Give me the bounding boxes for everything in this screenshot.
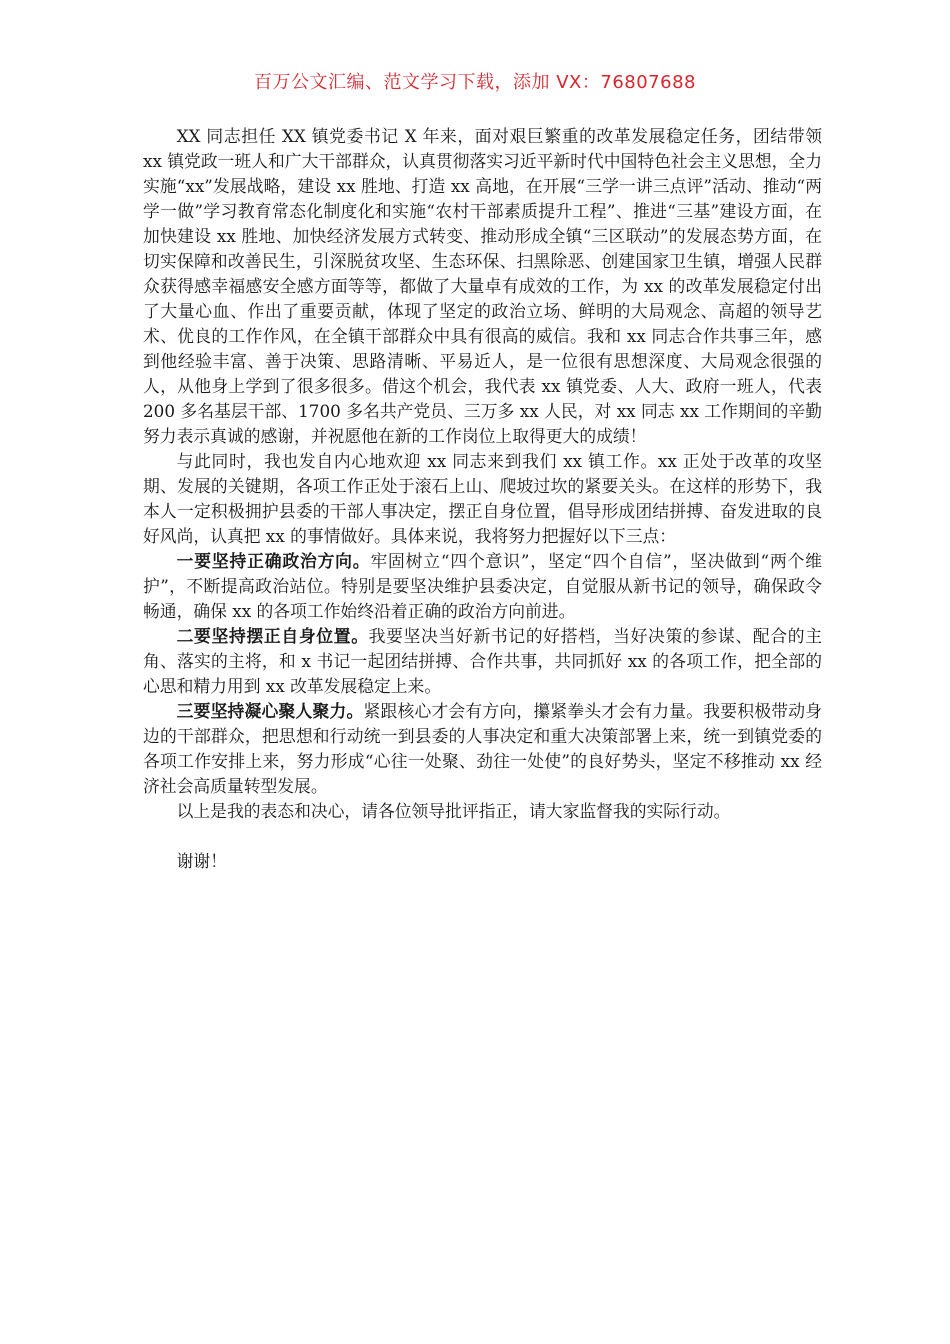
- paragraph-intro-praise: XX 同志担任 XX 镇党委书记 X 年来，面对艰巨繁重的改革发展稳定任务，团结带领 xx 镇党政一班人和广大干部群众，认真贯彻落实习近平新时代中国特色社会主义思想，全力实施“xx”发展战略，建设 xx 胜地、打造 xx 高地，在开展“三学一讲三点评”活动、推动“两学一做”学习教育常态化制度化和实施“农村干部素质提升工程”、推进“三基”建设方面，在加快建设 xx 胜地、加快经济发展方式转变、推动形成全镇“三区联动”的发展态势方面，在切实保障和改善民生，引深脱贫攻坚、生态环保、扫黑除恶、创建国家卫生镇，增强人民群众获得感幸福感安全感方面等等，都做了大量卓有成效的工作，为 xx 的改革发展稳定付出了大量心血、作出了重要贡献，体现了坚定的政治立场、鲜明的大局观念、高超的领导艺术、优良的工作作风，在全镇干部群众中具有很高的威信。我和 xx 同志合作共事三年，感到他经验丰富、善于决策、思路清晰、平易近人，是一位很有思想深度、大局观念很强的人，从他身上学到了很多很多。借这个机会，我代表 xx 镇党委、人大、政府一班人，代表 200 多名基层干部、1700 多名共产党员、三万多 xx 人民，对 xx 同志 xx 工作期间的辛勤努力表示真诚的感谢，并祝愿他在新的工作岗位上取得更大的成绩！: [143, 126, 822, 446]
- paragraph-point-two: 二要坚持摆正自身位置。我要坚决当好新书记的好搭档，当好决策的参谋、配合的主角、落实的主将，和 x 书记一起团结拼搏、合作共事，共同抓好 xx 的各项工作，把全部的心思和精力用到 xx 改革发展稳定上来。: [143, 626, 822, 696]
- point-heading: 二要坚持摆正自身位置。: [176, 626, 369, 646]
- point-heading: 一要坚持正确政治方向。: [176, 551, 371, 571]
- paragraph-conclusion: 以上是我的表态和决心，请各位领导批评指正，请大家监督我的实际行动。: [176, 801, 731, 821]
- paragraph-welcome: 与此同时，我也发自内心地欢迎 xx 同志来到我们 xx 镇工作。xx 正处于改革的攻坚期、发展的关键期，各项工作正处于滚石上山、爬坡过坎的紧要关头。在这样的形势下，我本人一定积极拥护县委的干部人事决定，摆正自身位置，倡导形成团结拼搏、奋发进取的良好风尚，认真把 xx 的事情做好。具体来说，我将努力把握好以下三点：: [143, 451, 822, 546]
- paragraph-point-three: 三要坚持凝心聚人聚力。紧跟核心才会有方向，攥紧拳头才会有力量。我要积极带动身边的干部群众，把思想和行动统一到县委的人事决定和重大决策部署上来，统一到镇党委的各项工作安排上来，努力形成“心往一处聚、劲往一处使”的良好势头，坚定不移推动 xx 经济社会高质量转型发展。: [143, 701, 822, 796]
- speech-body: [143, 124, 822, 874]
- watermark-header: 百万公文汇编、范文学习下载，添加 VX：76807688: [254, 72, 696, 93]
- paragraph-point-one: 一要坚持正确政治方向。牢固树立“四个意识”，坚定“四个自信”，坚决做到“两个维护”，不断提高政治站位。特别是要坚决维护县委决定，自觉服从新书记的领导，确保政令畅通，确保 xx 的各项工作始终沿着正确的政治方向前进。: [143, 551, 822, 621]
- closing-thanks: 谢谢！: [176, 851, 227, 871]
- point-heading: 三要坚持凝心聚人聚力。: [176, 701, 364, 721]
